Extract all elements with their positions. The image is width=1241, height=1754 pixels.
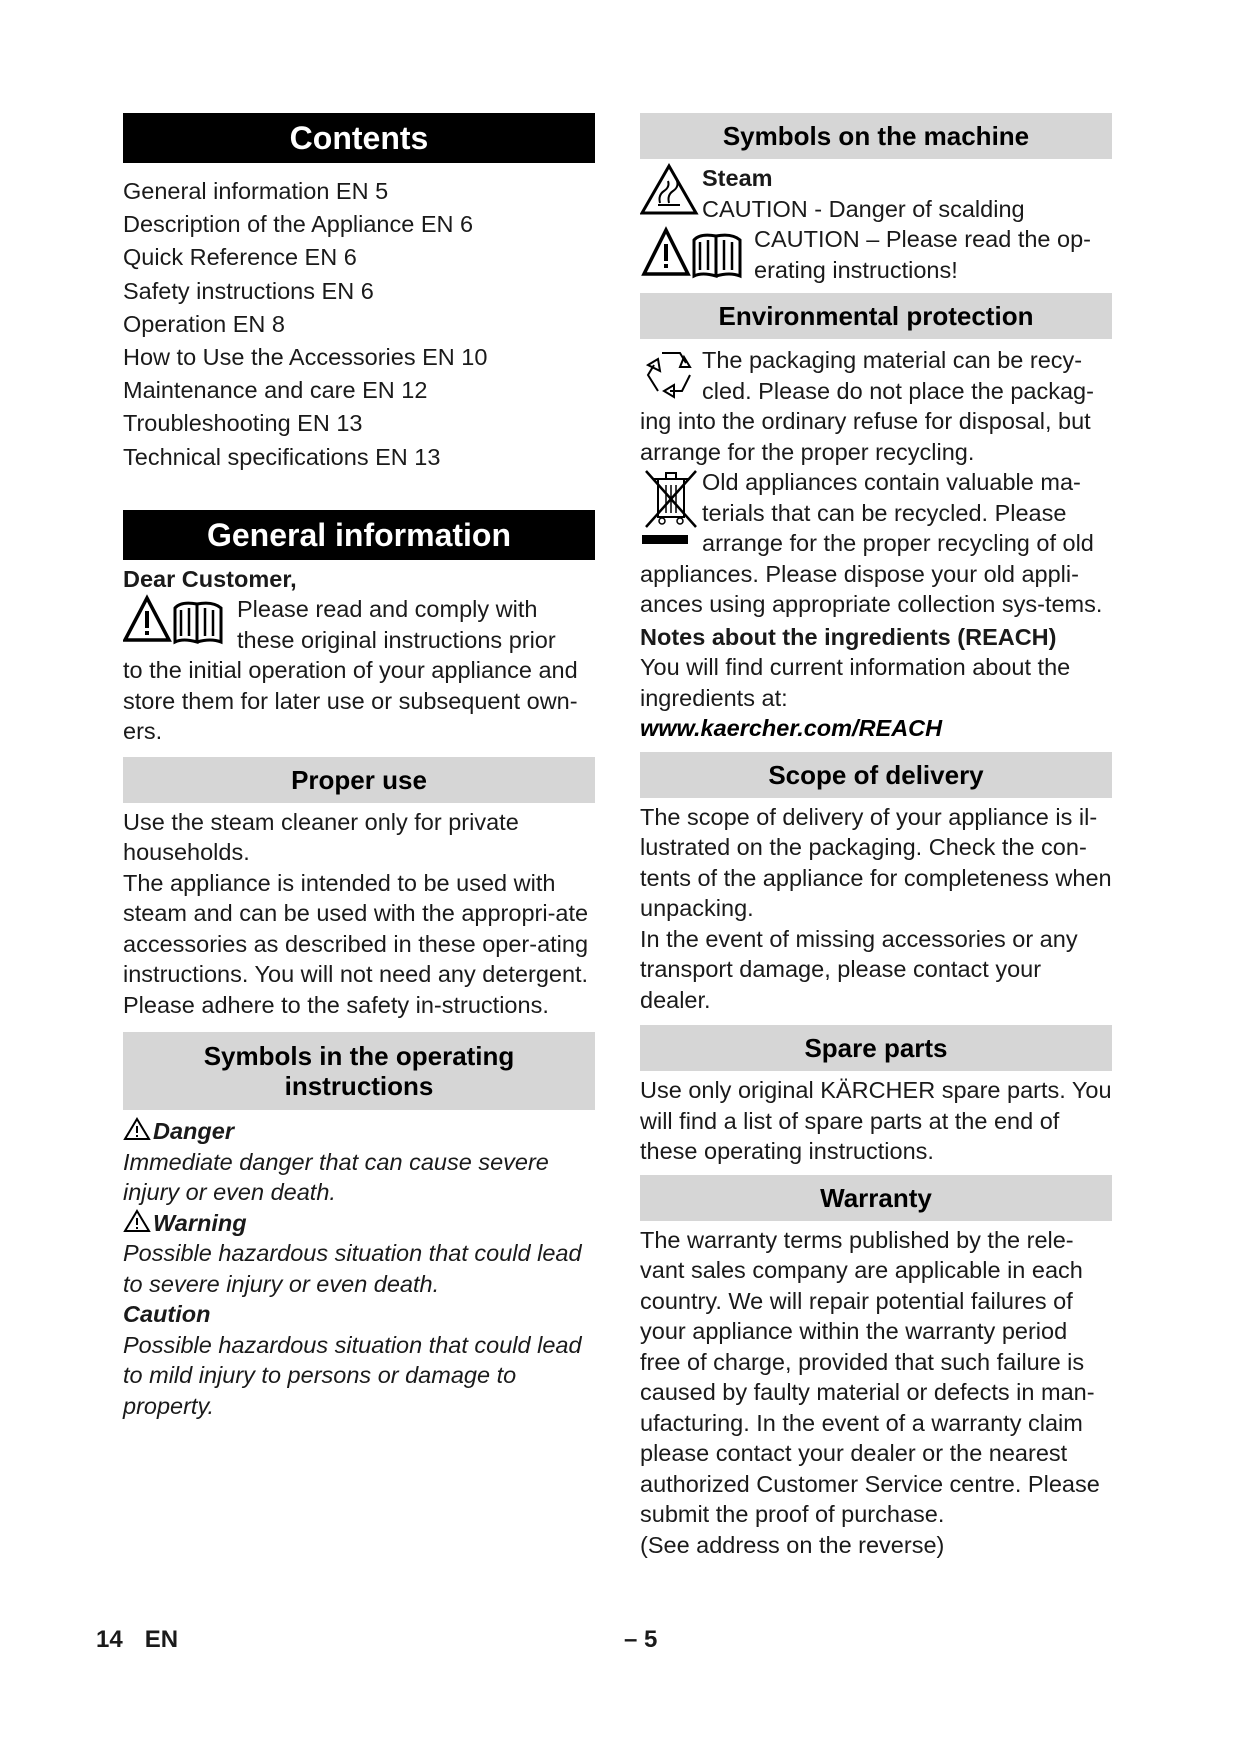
reach-text: You will find current information about the ingredients at: [640, 654, 1071, 711]
steam-warning-icon [640, 163, 700, 217]
toc-item: Safety instructions EN 6 [123, 277, 374, 304]
steam-text: CAUTION - Danger of scalding [702, 195, 1025, 222]
toc-item: Description of the Appliance EN 6 [123, 211, 474, 238]
recycling-icon [640, 345, 702, 401]
symbols-machine-heading: Symbols on the machine [640, 113, 1112, 159]
old-appliances-text: appliances. Please dispose your old appli-ances using appropriate collection sys-tems. [640, 560, 1103, 617]
steam-symbol-block [640, 163, 1112, 224]
caution-text: Possible hazardous situation that could lead to mild injury to persons or damage to property. [123, 1331, 582, 1419]
toc-item: Troubleshooting EN 13 [123, 410, 363, 437]
read-manual-symbol-block [640, 224, 1112, 285]
toc-item: General information EN 5 [123, 178, 389, 204]
warning-triangle-icon [123, 1209, 151, 1233]
delivery-text: In the event of missing accessories or any transport damage, please contact your dealer. [640, 925, 1078, 1013]
language-code: EN [144, 1626, 179, 1653]
delivery-text: The scope of delivery of your appliance is il-lustrated on the packaging. Check the con-tents of the appliance for completeness when unpacking. [640, 803, 1112, 921]
danger-label-row [123, 1116, 595, 1147]
contents-heading: Contents [123, 113, 595, 163]
warning-read-manual-icon [640, 224, 754, 280]
old-appliances-block [640, 467, 1112, 559]
page-number: 14 [96, 1626, 123, 1653]
environmental-heading: Environmental protection [640, 293, 1112, 339]
toc-item: How to Use the Accessories EN 10 [123, 344, 488, 371]
general-text: to the initial operation of your appliance and store them for later use or subsequent own-ers. [123, 657, 578, 745]
packaging-block [640, 345, 1112, 406]
old-appliances-text-line: arrange for the proper recycling of old [702, 530, 1094, 556]
proper-use-text: The appliance is intended to be used with steam and can be used with the appropri-ate accessories as described in these oper-ating instructions. You will not need any detergent. Please adhere to the safety in-structions. [123, 869, 589, 1018]
toc-item: Technical specifications EN 13 [123, 443, 441, 470]
right-column [640, 113, 1112, 1560]
old-appliances-text-line: terials that can be recycled. Please [702, 499, 1067, 526]
read-instructions-block [123, 594, 595, 655]
general-text-line: these original instructions prior [237, 626, 556, 653]
packaging-text: ing into the ordinary refuse for disposal, but arrange for the proper recycling. [640, 408, 1091, 465]
toc-item: Maintenance and care EN 12 [123, 377, 428, 404]
reach-title: Notes about the ingredients (REACH) [640, 623, 1057, 650]
warning-label: Warning [153, 1209, 247, 1236]
warning-text: Possible hazardous situation that could lead to severe injury or even death. [123, 1240, 582, 1297]
general-info-heading: General information [123, 510, 595, 560]
old-appliances-text-line: Old appliances contain valuable ma- [702, 469, 1081, 495]
packaging-text-line: The packaging material can be recy- [702, 347, 1083, 373]
danger-text: Immediate danger that can cause severe injury or even death. [123, 1148, 549, 1206]
read-manual-text-line: erating instructions! [754, 256, 958, 283]
steam-label: Steam [702, 165, 773, 191]
spare-parts-heading: Spare parts [640, 1025, 1112, 1071]
symbols-operating-heading: Symbols in the operating instructions [123, 1032, 595, 1110]
left-column [123, 113, 595, 1421]
warning-label-row [123, 1208, 595, 1239]
footer-page-info [96, 1626, 200, 1654]
warranty-address-note: (See address on the reverse) [640, 1531, 945, 1558]
warranty-text: The warranty terms published by the rele-vant sales company are applicable in each country. We will repair potential failures of your appliance within the warranty period free of charge, provided that such failure is caused by faulty material or defects in man-ufacturing. In the event of a warranty claim please contact your dealer or the nearest authorized Customer Service centre. Please submit the proof of purchase. [640, 1226, 1100, 1527]
warning-triangle-icon [123, 1117, 151, 1141]
footer-center-number: – 5 [624, 1626, 658, 1653]
general-text-line: Please read and comply with [237, 596, 538, 623]
reach-link[interactable]: www.kaercher.com/REACH [640, 715, 943, 741]
contents-list [123, 175, 595, 474]
warranty-heading: Warranty [640, 1175, 1112, 1221]
warning-read-manual-icon [123, 594, 233, 646]
proper-use-text: Use the steam cleaner only for private households. [123, 808, 519, 866]
toc-item: Quick Reference EN 6 [123, 244, 357, 271]
danger-label: Danger [153, 1118, 234, 1145]
toc-item: Operation EN 8 [123, 310, 285, 337]
proper-use-heading: Proper use [123, 757, 595, 803]
crossed-bin-icon [640, 467, 702, 551]
spare-parts-text: Use only original KÄRCHER spare parts. You will find a list of spare parts at the end of these operating instructions. [640, 1077, 1112, 1164]
delivery-heading: Scope of delivery [640, 752, 1112, 798]
greeting: Dear Customer, [123, 565, 297, 592]
read-manual-text-line: CAUTION – Please read the op- [754, 226, 1091, 252]
packaging-text-line: cled. Please do not place the packag- [702, 377, 1094, 404]
caution-label: Caution [123, 1301, 211, 1328]
